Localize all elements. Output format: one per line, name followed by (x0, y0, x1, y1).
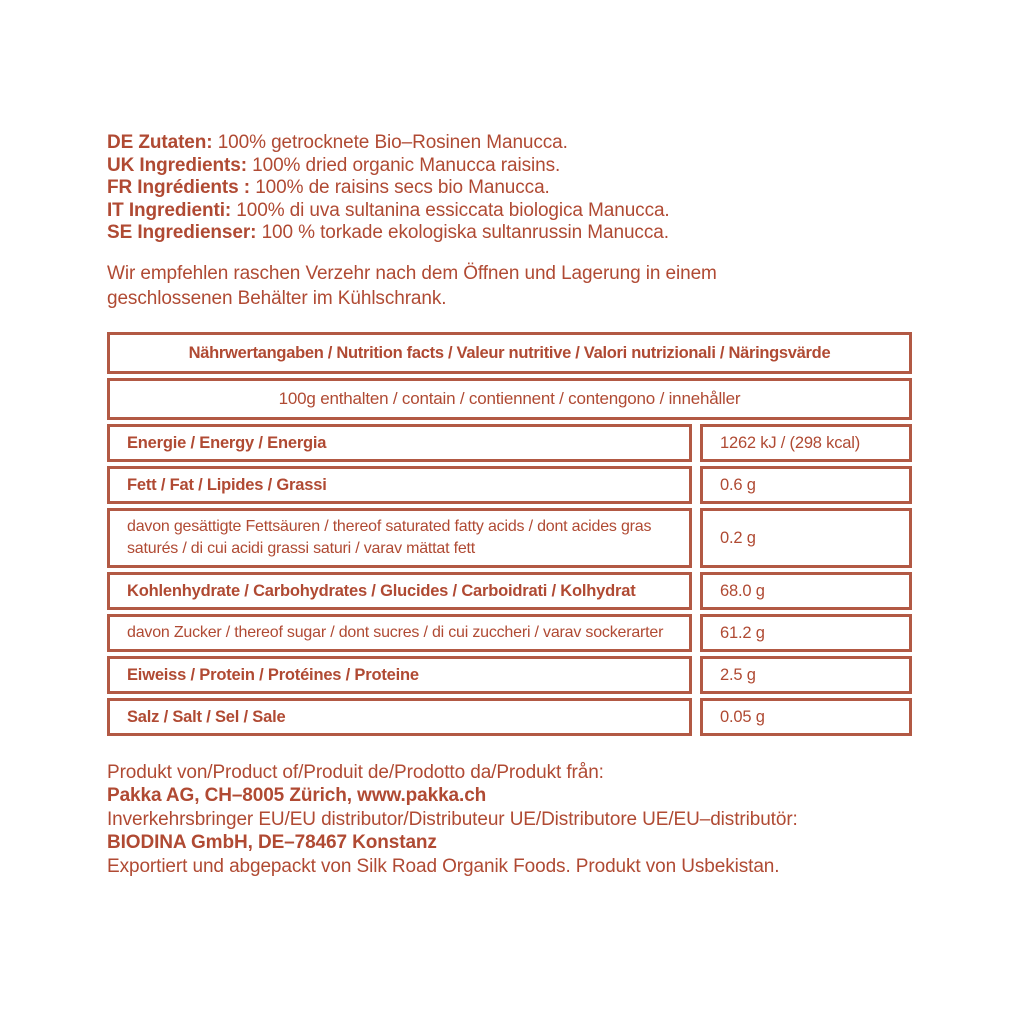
ingredient-language-prefix: SE Ingredienser: (107, 222, 257, 243)
ingredients-section (107, 132, 917, 245)
table-title: Nährwertangaben / Nutrition facts / Valeur nutritive / Valori nutrizionali / Näringsvärde (107, 332, 912, 374)
ingredient-text: 100% di uva sultanina essiccata biologica Manucca. (236, 199, 670, 221)
nutrition-table (107, 332, 912, 736)
ingredient-text: 100% dried organic Manucca raisins. (252, 154, 561, 176)
nutrition-row (107, 424, 912, 462)
nutrient-label: Kohlenhydrate / Carbohydrates / Glucides / Carboidrati / Kolhydrat (107, 572, 692, 610)
ingredient-line (107, 222, 917, 245)
nutrition-row (107, 698, 912, 736)
ingredient-line (107, 132, 917, 155)
product-of-line: Produkt von/Product of/Produit de/Prodotto da/Produkt från: (107, 761, 604, 783)
ingredient-line (107, 177, 917, 200)
storage-note: Wir empfehlen raschen Verzehr nach dem Öffnen und Lagerung in einem geschlossenen Behälter im Kühlschrank. (107, 262, 717, 309)
table-title-row (107, 332, 912, 374)
ingredient-line (107, 155, 917, 178)
nutrient-label: Salz / Salt / Sel / Sale (107, 698, 692, 736)
nutrient-label: Eiweiss / Protein / Protéines / Proteine (107, 656, 692, 694)
nutrient-label: davon Zucker / thereof sugar / dont sucres / di cui zuccheri / varav sockerarter (107, 614, 692, 652)
ingredient-language-prefix: UK Ingredients: (107, 154, 247, 176)
footer-section (107, 761, 917, 879)
nutrient-value: 2.5 g (700, 656, 912, 694)
nutrient-value: 0.05 g (700, 698, 912, 736)
distributor-line: BIODINA GmbH, DE–78467 Konstanz (107, 832, 437, 853)
ingredient-text: 100% getrocknete Bio–Rosinen Manucca. (217, 132, 568, 153)
nutrient-value: 68.0 g (700, 572, 912, 610)
nutrient-value: 61.2 g (700, 614, 912, 652)
ingredient-language-prefix: DE Zutaten: (107, 132, 213, 153)
ingredient-text: 100% de raisins secs bio Manucca. (255, 177, 550, 198)
ingredient-language-prefix: IT Ingredienti: (107, 199, 232, 221)
nutrient-value: 0.6 g (700, 466, 912, 504)
ingredient-language-prefix: FR Ingrédients : (107, 177, 251, 198)
export-note-line: Exportiert und abgepackt von Silk Road Organik Foods. Produkt von Usbekistan. (107, 855, 780, 877)
distributor-intro-line: Inverkehrsbringer EU/EU distributor/Distributeur UE/Distributore UE/EU–distributör: (107, 808, 798, 830)
nutrient-value: 0.2 g (700, 508, 912, 568)
nutrition-row (107, 572, 912, 610)
nutrient-label: Fett / Fat / Lipides / Grassi (107, 466, 692, 504)
nutrient-label: davon gesättigte Fettsäuren / thereof saturated fatty acids / dont acides gras saturés / di cui acidi grassi saturi / varav mättat fett (107, 508, 692, 568)
nutrition-row (107, 508, 912, 568)
ingredient-line (107, 200, 917, 223)
nutrition-row (107, 656, 912, 694)
table-subtitle-row (107, 378, 912, 420)
nutrient-value: 1262 kJ / (298 kcal) (700, 424, 912, 462)
producer-line: Pakka AG, CH–8005 Zürich, www.pakka.ch (107, 785, 487, 806)
nutrient-label: Energie / Energy / Energia (107, 424, 692, 462)
nutrition-row (107, 466, 912, 504)
table-subtitle: 100g enthalten / contain / contiennent / contengono / innehåller (107, 378, 912, 420)
ingredient-text: 100 % torkade ekologiska sultanrussin Manucca. (261, 222, 669, 243)
nutrition-row (107, 614, 912, 652)
